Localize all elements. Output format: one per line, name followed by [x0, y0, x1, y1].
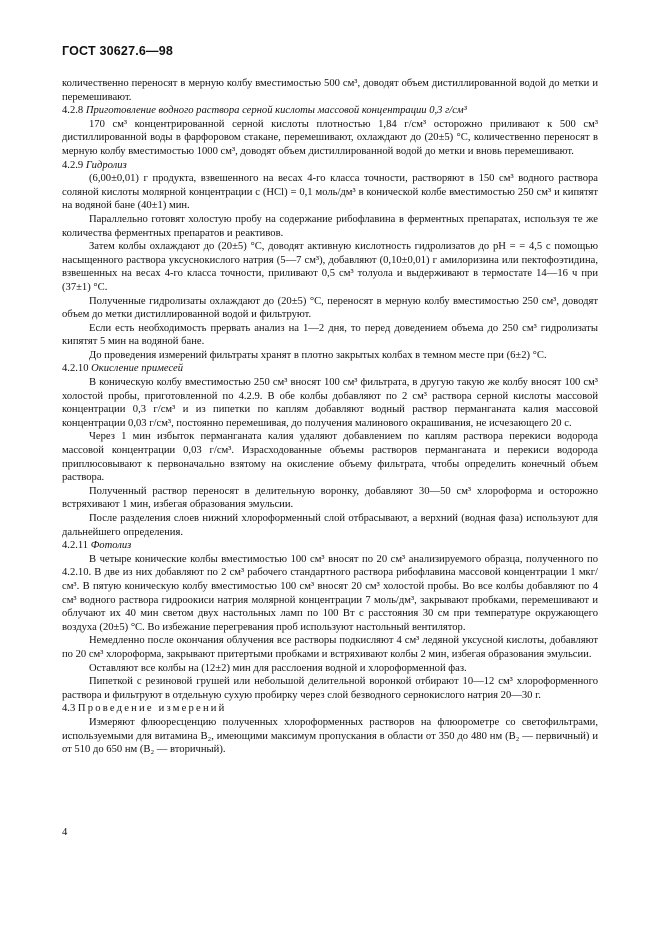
paragraph: Параллельно готовят холостую пробу на содержание рибофлавина в ферментных препаратах, используя те же количества ферментных препаратов и реактивов.	[62, 213, 598, 239]
section-title: Приготовление водного раствора серной кислоты массовой концентрации 0,3 г/см³	[85, 105, 467, 117]
paragraph: Через 1 мин избыток перманганата калия удаляют добавлением по каплям раствора перекиси водорода массовой концентрации 0,03 г/см³. Израсходованные объемы растворов перманганата и перекиси водорода приплюсовывают к первоначально взятому на окисление объему фильтрата, чтобы определить конечный объем раствора.	[62, 431, 598, 484]
section-title: Проведение измерений	[77, 703, 227, 715]
document-header: ГОСТ 30627.6—98	[62, 44, 174, 58]
section-number: 4.3	[62, 703, 76, 715]
paragraph: количественно переносят в мерную колбу вместимостью 500 см³, доводят объем дистиллированной водой до метки и перемешивают.	[62, 78, 598, 103]
section-title: Гидролиз	[85, 159, 127, 171]
subsection-heading	[62, 702, 598, 716]
section-heading	[62, 159, 598, 173]
paragraph: Затем колбы охлаждают до (20±5) °С, доводят активную кислотность гидролизатов до pH = = 4,5 с помощью насыщенного раствора уксуснокислого натрия (5—7 см³), добавляют (0,10±0,01) г амилоризина или пектофоэтидина, взвешенных на весах 4-го класса точности, приливают 0,5 см³ толуола и выдерживают в термостате 14—16 ч при (37±1) °С.	[62, 241, 598, 293]
paragraph: Оставляют все колбы на (12±2) мин для расслоения водной и хлороформенной фаз.	[89, 662, 467, 674]
section-number: 4.2.10	[62, 363, 89, 375]
section-heading	[62, 362, 598, 376]
section-title: Фотолиз	[90, 540, 132, 552]
paragraph: Если есть необходимость прервать анализ на 1—2 дня, то перед доведением объема до 250 см³ гидролизаты кипятят 5 мин на водяной бане.	[62, 322, 598, 348]
paragraph: В коническую колбу вместимостью 250 см³ вносят 100 см³ фильтрата, в другую такую же колбу вносят 100 см³ холостой пробы, приготовленной по 4.2.9. В обе колбы добавляют по 2 см³ раствора серной кислоты массовой концентрации 0,3 г/см³ и из пипетки по каплям добавляют водный раствор перманганата калия массовой концентрации 0,03 г/см³, постоянно перемешивая, до получения малинового окрашивания, не исчезающего 20 с.	[62, 377, 598, 429]
paragraph: Немедленно после окончания облучения все растворы подкисляют 4 см³ ледяной уксусной кислоты, добавляют по 20 см³ хлороформа, закрывают притертыми пробками и встряхивают колбы 2 мин, избегая образования эмульсии.	[62, 635, 598, 660]
section-number: 4.2.11	[62, 540, 89, 552]
paragraph: 170 см³ концентрированной серной кислоты плотностью 1,84 г/см³ осторожно приливают к 500 см³ дистиллированной воды в фарфоровом стакане, перемешивают, охлаждают до (20±5) °С, количественно переносят в мерную колбу вместимостью 1000 см³, доводят объем дистиллированной водой до метки и вновь перемешивают.	[62, 118, 598, 157]
paragraph: Пипеткой с резиновой грушей или небольшой делительной воронкой отбирают 10—12 см³ хлороформенного раствора и фильтруют в отдельную сухую пробирку через слой безводного сернокислого натрия 20—30 г.	[62, 676, 598, 701]
paragraph: (6,00±0,01) г продукта, взвешенного на весах 4-го класса точности, растворяют в 150 см³ водного раствора соляной кислоты молярной концентрации c (HCl) = 0,1 моль/дм³ в конической колбе вместимостью 250 см³ и кипятят на водяной бане (40±1) мин.	[62, 173, 598, 212]
paragraph: В четыре конические колбы вместимостью 100 см³ вносят по 20 см³ анализируемого образца, полученного по 4.2.10. В две из них добавляют по 2 см³ рабочего стандартного раствора рибофлавина массовой концентрации 1 мкг/см³. В пятую коническую колбу вместимостью 100 см³ вносят 20 см³ холостой пробы. Во все колбы добавляют по 4 см³ водного раствора гидроокиси натрия молярной концентрации 7 моль/дм³, закрывают пробками, перемешивают и облучают их 40 мин светом двух настольных ламп по 100 Вт с расстояния 30 см при температуре окружающего воздуха (20±5) °С. Во избежание перегревания проб используют настольный вентилятор.	[62, 553, 598, 633]
paragraph: Измеряют флюоресценцию полученных хлороформенных растворов на флюорометре со светофильтрами, используемыми для витамина B₂, имеющими максимум пропускания в области от 350 до 480 нм (B₂ — первичный) и от 510 до 650 нм (B₂ — вторичный).	[62, 716, 598, 756]
section-number: 4.2.8	[62, 105, 84, 117]
page-number: 4	[62, 827, 68, 838]
paragraph: Полученные гидролизаты охлаждают до (20±5) °С, переносят в мерную колбу вместимостью 250 см³, доводят объем до метки дистиллированной водой и фильтруют.	[62, 295, 598, 321]
section-title: Окисление примесей	[91, 363, 184, 375]
section-heading	[62, 539, 598, 553]
document-body	[62, 77, 598, 757]
section-heading	[62, 104, 598, 118]
paragraph: После разделения слоев нижний хлороформенный слой отбрасывают, а верхний (водная фаза) используют для дальнейшего определения.	[62, 513, 598, 538]
paragraph: До проведения измерений фильтраты хранят в плотно закрытых колбах в темном месте при (6±2) °С.	[89, 349, 547, 361]
paragraph: Полученный раствор переносят в делительную воронку, добавляют 30—50 см³ хлороформа и осторожно встряхивают 1 мин, избегая образования эмульсии.	[62, 485, 598, 511]
section-number: 4.2.9	[62, 159, 84, 171]
